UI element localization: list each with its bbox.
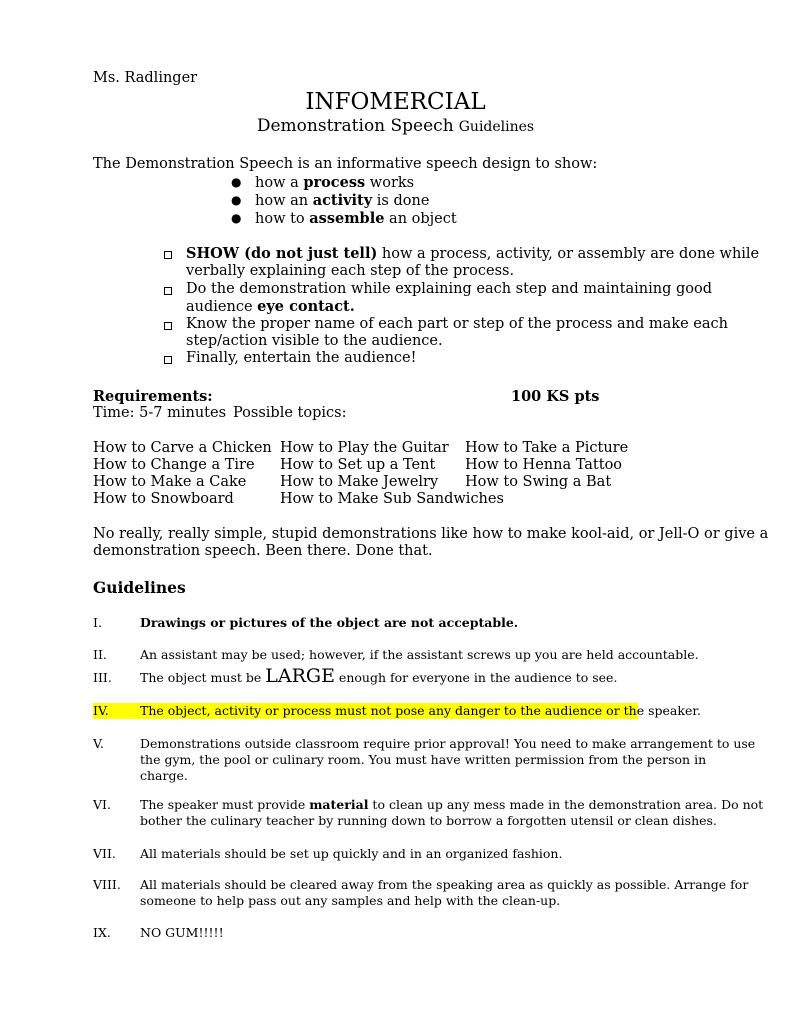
intro-bullet: ● how a process works <box>231 174 415 191</box>
intro-bullet: ● how to assemble an object <box>231 210 457 227</box>
topic-item: How to Carve a Chicken <box>93 440 272 456</box>
checklist-item: Know the proper name of each part or step of the process and make each step/action visible to the audience. <box>186 316 728 349</box>
topic-item: How to Change a Tire <box>93 457 255 473</box>
topic-item: How to Henna Tattoo <box>465 457 623 473</box>
guideline-number: II. <box>93 647 107 662</box>
guideline-number: I. <box>93 615 102 630</box>
topic-note: No really, really simple, stupid demonstrations like how to make kool-aid, or Jell-O or give a demonstration speech. Been there. Done that. <box>93 526 769 559</box>
highlighted-guideline <box>93 703 701 719</box>
bullet-dot-icon: ● <box>231 193 242 207</box>
requirements-heading: Requirements: <box>93 388 213 405</box>
checklist-item: Finally, entertain the audience! <box>186 350 417 366</box>
bullet-dot-icon: ● <box>231 175 242 189</box>
guideline-text: All materials should be set up quickly and in an organized fashion. <box>140 846 563 861</box>
page-subtitle <box>0 116 791 136</box>
topic-item: How to Snowboard <box>93 491 234 507</box>
guideline-number: VII. <box>93 846 116 861</box>
guideline-number: III. <box>93 670 112 685</box>
intro-sentence: The Demonstration Speech is an informative speech design to show: <box>93 156 598 172</box>
topic-item: How to Swing a Bat <box>465 474 612 490</box>
checkbox-bullet-icon <box>164 287 172 295</box>
guidelines-heading: Guidelines <box>93 578 186 597</box>
bullet-dot-icon: ● <box>231 211 242 225</box>
guideline-text: All materials should be cleared away from the speaking area as quickly as possible. Arrange for someone to help pass out any samples and help with the clean-up. <box>140 877 749 908</box>
page-title: INFOMERCIAL <box>305 89 486 115</box>
intro-bullet: ● how an activity is done <box>231 192 430 209</box>
topic-item: How to Set up a Tent <box>280 457 436 473</box>
guideline-text: The speaker must provide material to clean up any mess made in the demonstration area. Do not bother the culinary teacher by running down to borrow a forgotten utensil or clean dishes. <box>140 797 764 828</box>
guideline-number: V. <box>93 736 104 751</box>
time-limit: Time: 5-7 minutes <box>93 405 227 421</box>
topics-label: Possible topics: <box>233 405 347 421</box>
subtitle-main: Demonstration Speech <box>256 116 454 136</box>
guideline-number: IV. <box>93 703 109 718</box>
guideline-text: NO GUM!!!!! <box>140 925 224 940</box>
checkbox-bullet-icon <box>164 251 172 259</box>
guideline-number: IX. <box>93 925 111 940</box>
topic-item: How to Play the Guitar <box>280 440 449 456</box>
topic-item: How to Make Jewelry <box>280 474 439 490</box>
large-word: LARGE <box>265 665 335 687</box>
checkbox-bullet-icon <box>164 322 172 330</box>
checklist-item: SHOW (do not just tell) how a process, activity, or assembly are done while verbally explaining each step of the process. <box>186 245 760 279</box>
requirements-points: 100 KS pts <box>511 388 600 405</box>
guideline-text: Drawings or pictures of the object are not acceptable. <box>140 615 519 630</box>
author-name: Ms. Radlinger <box>93 70 198 86</box>
guideline-text: Demonstrations outside classroom require prior approval! You need to make arrangement to use the gym, the pool or culinary room. You must have written permission from the person in charge. <box>140 736 756 783</box>
checkbox-bullet-icon <box>164 356 172 364</box>
guideline-text: The object, activity or process must not pose any danger to the audience or the speaker. <box>140 703 701 718</box>
guideline-text: An assistant may be used; however, if the assistant screws up you are held accountable. <box>140 647 699 662</box>
checklist-item: Do the demonstration while explaining each step and maintaining good audience eye contact. <box>186 281 712 315</box>
subtitle-small: Guidelines <box>458 119 535 135</box>
guideline-text: The object must be LARGE enough for everyone in the audience to see. <box>140 665 618 687</box>
topic-item: How to Take a Picture <box>465 440 629 456</box>
topic-item: How to Make a Cake <box>93 474 247 490</box>
guideline-number: VI. <box>93 797 111 812</box>
topic-item: How to Make Sub Sandwiches <box>280 491 504 507</box>
guideline-number: VIII. <box>93 877 121 892</box>
